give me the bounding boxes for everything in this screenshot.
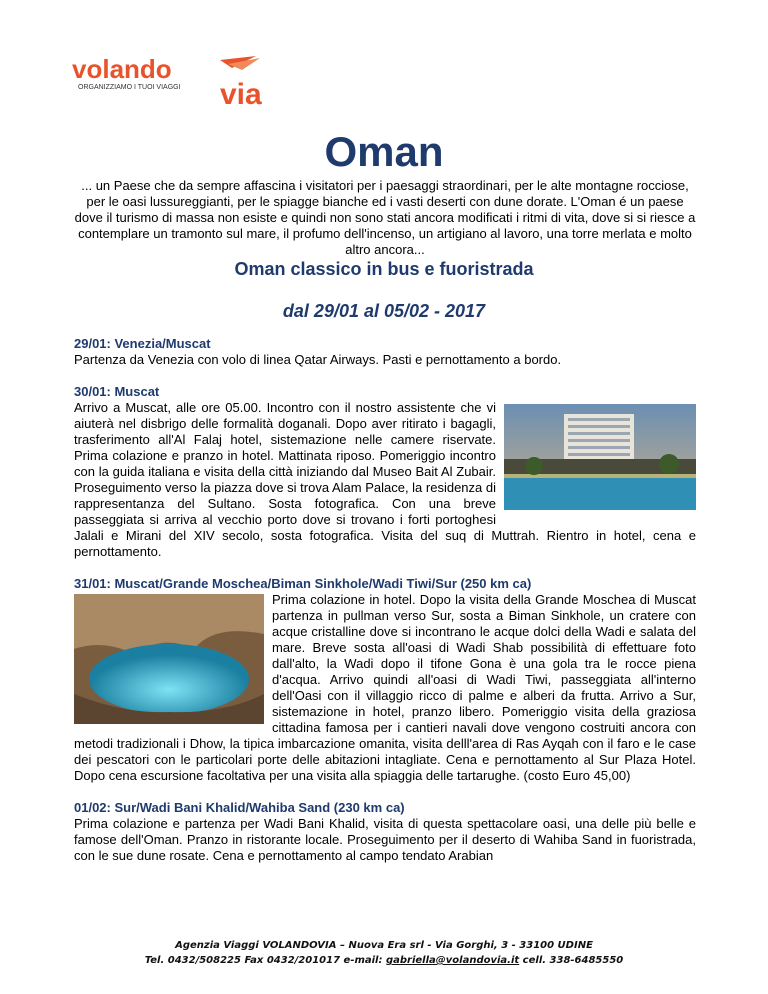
day-heading: 30/01: Muscat (74, 384, 160, 399)
day-text: Arrivo a Muscat, alle ore 05.00. Incontro con il nostro assistente che vi aiuterà nel disbrigo delle formalità doganali. Dopo aver ritirato i bagagli, trasferimento all'Al Falaj hotel, sistemazione nelle camere riservate. Prima colazione e pranzo in hotel. Mattinata riposo. Pomeriggio incontro con la guida italiana e visita della città iniziando dal Museo Bait Al Zubair. Proseguimento verso la piazza dove si trova Alam Palace, la residenza di rappresentanza del Sultano. Sosta fotografica. Con una breve passeggiata si arriva al vecchio porto dove si trovano i forti portoghesi Jalali e Mirani del XIV secolo, sosta fotografica. Visita del suq di Muttrah. Rientro in hotel, cena e pernottamento. (74, 400, 696, 559)
page-title: Oman (324, 128, 444, 175)
day-heading: 29/01: Venezia/Muscat (74, 336, 211, 351)
day-item (74, 384, 696, 560)
logo-word-volando: volando (72, 54, 172, 84)
day-text: Prima colazione in hotel. Dopo la visita della Grande Moschea di Muscat partenza in pullman verso Sur, sosta a Biman Sinkhole, un cratere con acque cristalline dove si incontrano le acque dolci della Wadi e salata del mare. Breve sosta all'oasi di Wadi Shab possibilità di effettuare foto dall'alto, la Wadi dopo il tifone Gona è una gola tra le rocce piena d'acqua. Arrivo quindi all'oasi di Wadi Tiwi, passeggiata all'interno dell'Oasi con il villaggio ricco di palme e alberi da frutta. Arrivo a Sur, sistemazione in hotel, pranzo libero. Pomeriggio visita della graziosa cittadina famosa per i cantieri navali dove vengono costruiti ancora con metodi tradizionali i Dhow, la tipica imbarcazione omanita, visita delll'area di Ras Ayqah con il faro e le case dei pescatori con le particolari porte delle abitazioni intagliate. Cena e pernottamento al Sur Plaza Hotel. Dopo cena escursione facoltativa per una visita alla spiaggia delle tartarughe. (costo Euro 45,00) (74, 592, 696, 783)
sinkhole-photo (74, 594, 264, 724)
day-item (74, 576, 696, 784)
page-footer (0, 938, 768, 968)
email-link[interactable]: gabriella@volandovia.it (385, 955, 520, 966)
volandovia-logo (70, 54, 284, 111)
logo-tagline: ORGANIZZIAMO I TUOI VIAGGI (78, 84, 181, 91)
day-heading: 31/01: Muscat/Grande Moschea/Biman Sinkhole/Wadi Tiwi/Sur (250 km ca) (74, 576, 532, 591)
day-item (74, 336, 696, 368)
footer-address: Agenzia Viaggi VOLANDOVIA – Nuova Era srl - Via Gorghi, 3 - 33100 UDINE (175, 940, 593, 951)
itinerary (74, 336, 696, 880)
tour-subtitle: Oman classico in bus e fuoristrada (234, 259, 534, 279)
footer-contacts: Tel. 0432/508225 Fax 0432/201017 e-mail: gabriella@volandovia.it cell. 338-6485550 (144, 955, 624, 966)
day-text: Partenza da Venezia con volo di linea Qatar Airways. Pasti e pernottamento a bordo. (74, 352, 562, 367)
day-item (74, 800, 696, 864)
day-heading: 01/02: Sur/Wadi Bani Khalid/Wahiba Sand (230 km ca) (74, 800, 405, 815)
hotel-photo (504, 404, 696, 510)
day-text: Prima colazione e partenza per Wadi Bani Khalid, visita di questa spettacolare oasi, una delle più belle e famose dell'Oman. Pranzo in ristorante locale. Proseguimento per il deserto di Wahiba Sand in fuoristrada, con le sue dune rosate. Cena e pernottamento al campo tendato Arabian (74, 816, 696, 863)
intro-text: ... un Paese che da sempre affascina i visitatori per i paesaggi straordinari, per le alte montagne rocciose, per le oasi lussureggianti, per le spiagge bianche ed i vasti deserti con dune dorate. L'Oman é un paese dove il turismo di massa non esiste e quindi non sono stati ancora modificati i ritmi di vita, dove si si riesce a contemplare un tramonto sul mare, il profumo dell'incenso, un artigiano al lavoro, una torre merlata e molto altro ancora... (74, 178, 696, 257)
logo-word-via: via (220, 78, 262, 111)
tour-dates: dal 29/01 al 05/02 - 2017 (282, 301, 486, 321)
